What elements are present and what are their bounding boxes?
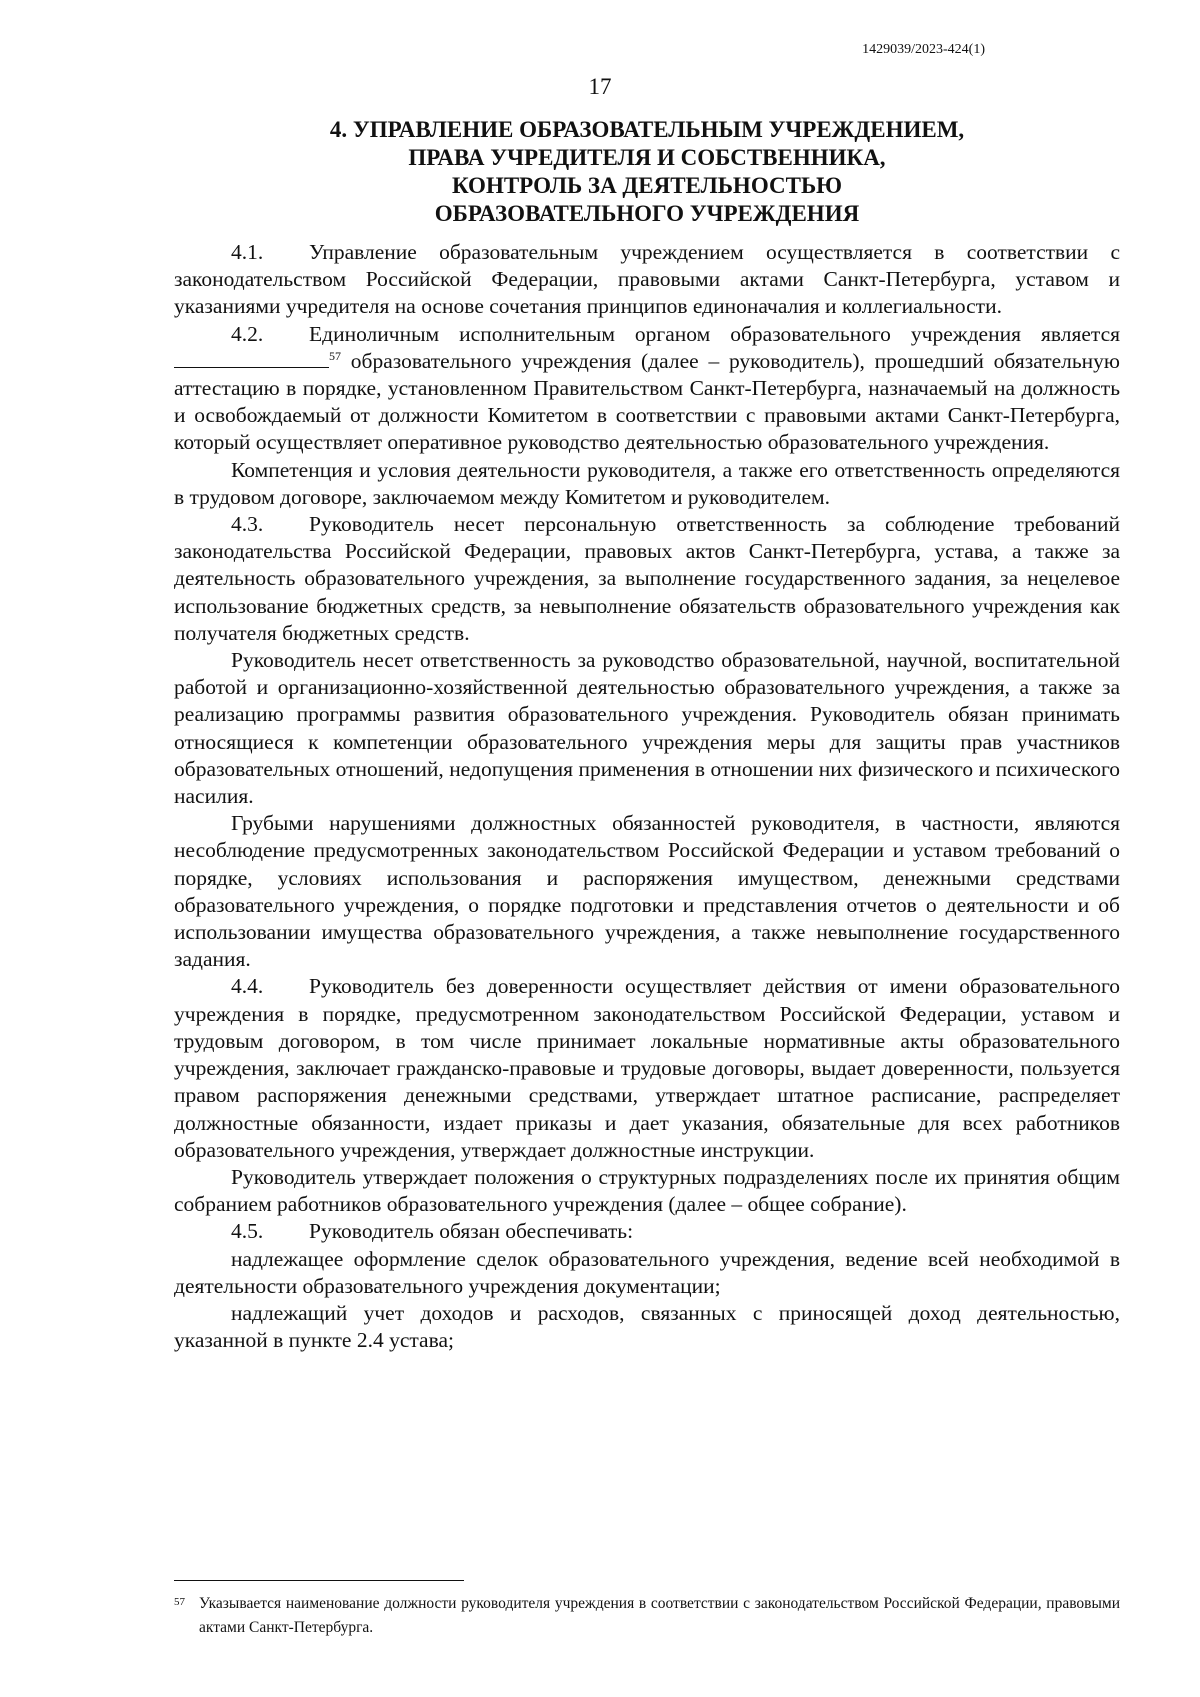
document-body [174,239,1120,1354]
clause-number: 4.5. [231,1219,264,1244]
paragraph-text: Руководитель обязан обеспечивать: [309,1219,634,1244]
paragraph-text: Единоличным исполнительным органом образовательного учреждения является [309,321,1120,346]
document-number: 1429039/2023-424(1) [862,42,985,57]
paragraph-responsibility: Руководитель несет ответственность за руководство образовательной, научной, воспитательной работой и организационно-хозяйственной деятельностью образовательного учреждения, а также за реализацию программы развития образовательного учреждения. Руководитель обязан принимать относящиеся к компетенции образовательного учреждения меры для защиты прав участников образовательных отношений, недопущения применения в отношении них физического и психического насилия. [174,648,1120,809]
footnote-mark: 57 [174,1596,185,1608]
clause-number: 4.2. [231,321,264,346]
paragraph-text: Руководитель без доверенности осуществляет действия от имени образовательного учреждения в порядке, предусмотренном законодательством Российской Федерации, уставом и трудовым договором, в том числе принимает локальные нормативные акты образовательного учреждения, заключает гражданско-правовые и трудовые договоры, выдает доверенности, пользуется правом распоряжения денежными средствами, утверждает штатное расписание, распределяет должностные обязанности, издает приказы и дает указания, обязательные для всех работников образовательного учреждения, утверждает должностные инструкции. [174,974,1120,1162]
footnote-separator [174,1580,464,1581]
paragraph-transactions: надлежащее оформление сделок образовательного учреждения, ведение всей необходимой в деятельности образовательного учреждения документации; [174,1246,1120,1298]
paragraph-accounting: надлежащий учет доходов и расходов, связанных с приносящей доход деятельностью, указанной в пункте 2.4 устава; [174,1300,1120,1353]
paragraph-4-3 [174,511,1120,647]
heading-line: ОБРАЗОВАТЕЛЬНОГО УЧРЕЖДЕНИЯ [434,201,860,226]
paragraph-competence: Компетенция и условия деятельности руководителя, а также его ответственность определяются в трудовом договоре, заключаемом между Комитетом и руководителем. [174,457,1120,509]
paragraph-text: Управление образовательным учреждением осуществляется в соответствии с законодательством Российской Федерации, правовыми актами Санкт-Петербурга, уставом и указаниями учредителя на основе сочетания принципов единоначалия и коллегиальности. [174,240,1120,319]
footnote-text: Указывается наименование должности руководителя учреждения в соответствии с законодательством Российской Федерации, правовыми актами Санкт-Петербурга. [199,1595,1120,1636]
heading-line: ПРАВА УЧРЕДИТЕЛЯ И СОБСТВЕННИКА, [408,145,886,170]
paragraph-4-4 [174,973,1120,1163]
heading-line: 4. УПРАВЛЕНИЕ ОБРАЗОВАТЕЛЬНЫМ УЧРЕЖДЕНИЕМ, [329,117,965,142]
clause-number: 4.1. [231,240,264,264]
paragraph-text: образовательного учреждения (далее – руководитель), прошедший обязательную аттестацию в порядке, установленном Правительством Санкт-Петербурга, назначаемый на должность и освобождаемый от должности Комитетом в соответствии с правовыми актами Санкт-Петербурга, который осуществляет оперативное руководство деятельностью образовательного учреждения. [174,348,1120,455]
blank-field [174,349,329,368]
paragraph-regulations: Руководитель утверждает положения о структурных подразделениях после их принятия общим собранием работников образовательного учреждения (далее – общее собрание). [174,1164,1120,1217]
clause-number: 4.3. [231,512,264,537]
paragraph-4-1 [174,239,1120,321]
paragraph-4-5 [174,1218,1120,1245]
paragraph-violations: Грубыми нарушениями должностных обязанностей руководителя, в частности, являются несоблюдение предусмотренных законодательством Российской Федерации и уставом требований о порядке, условиях использования и распоряжения имуществом, денежными средствами образовательного учреждения, о порядке подготовки и представления отчетов о деятельности и об использовании имущества образовательного учреждения, а также невыполнение государственного задания. [174,811,1120,972]
clause-number: 4.4. [231,974,264,999]
footnote [174,1592,1120,1640]
footnote-reference: 57 [329,348,341,363]
page-number: 17 [588,74,612,99]
heading-line: КОНТРОЛЬ ЗА ДЕЯТЕЛЬНОСТЬЮ [451,173,843,198]
paragraph-4-2 [174,321,1120,457]
paragraph-text: Руководитель несет персональную ответственность за соблюдение требований законодательства Российской Федерации, правовых актов Санкт-Петербурга, устава, а также за деятельность образовательного учреждения, за выполнение государственного задания, за нецелевое использование бюджетных средств, за невыполнение обязательств образовательного учреждения как получателя бюджетных средств. [174,512,1120,645]
section-heading [174,116,1120,228]
